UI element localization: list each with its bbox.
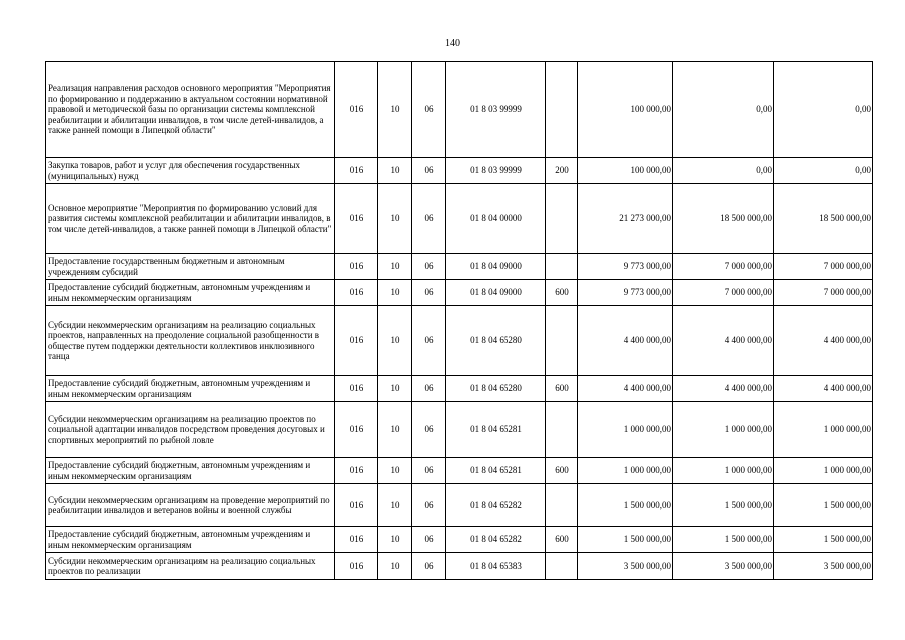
amount-year-2: 1 000 000,00 [673,458,774,484]
subsection-code: 06 [412,184,446,254]
ministry-code: 016 [335,306,378,376]
expense-type-code [546,184,578,254]
ministry-code: 016 [335,376,378,402]
table-row [46,254,873,280]
target-article-code: 01 8 04 65281 [446,402,546,458]
ministry-code: 016 [335,484,378,527]
table-row [46,553,873,580]
budget-item-name: Субсидии некоммерческим организациям на реализацию социальных проектов, направленных на преодоление социальной разобщенности в обществе путем поддержки деятельности коллективов инклюзивного танца [46,306,335,376]
budget-item-name: Предоставление субсидий бюджетным, автономным учреждениям и иным некоммерческим организациям [46,280,335,306]
table-row [46,458,873,484]
expense-type-code: 600 [546,458,578,484]
amount-year-3: 1 000 000,00 [774,458,873,484]
expense-type-code: 600 [546,527,578,553]
target-article-code: 01 8 04 65280 [446,306,546,376]
table-row [46,527,873,553]
amount-year-3: 1 500 000,00 [774,527,873,553]
expense-type-code [546,402,578,458]
budget-item-name: Реализация направления расходов основного мероприятия "Мероприятия по формированию и поддержанию в актуальном состоянии нормативной правовой и методической базы по организации системы комплексной реабилитации и абилитации инвалидов, в том числе детей-инвалидов, а также ранней помощи в Липецкой области" [46,62,335,158]
section-code: 10 [378,158,412,184]
subsection-code: 06 [412,484,446,527]
section-code: 10 [378,62,412,158]
target-article-code: 01 8 04 00000 [446,184,546,254]
subsection-code: 06 [412,527,446,553]
table-row [46,376,873,402]
page-number: 140 [445,38,460,49]
amount-year-2: 3 500 000,00 [673,553,774,580]
section-code: 10 [378,402,412,458]
ministry-code: 016 [335,458,378,484]
amount-year-1: 100 000,00 [578,62,673,158]
subsection-code: 06 [412,553,446,580]
amount-year-1: 3 500 000,00 [578,553,673,580]
expense-type-code [546,254,578,280]
table-row [46,62,873,158]
amount-year-3: 18 500 000,00 [774,184,873,254]
target-article-code: 01 8 04 65383 [446,553,546,580]
amount-year-2: 0,00 [673,62,774,158]
budget-item-name: Предоставление субсидий бюджетным, автономным учреждениям и иным некоммерческим организациям [46,527,335,553]
budget-item-name: Основное мероприятие "Мероприятия по формированию условий для развития системы комплексной реабилитации и абилитации инвалидов, в том числе детей-инвалидов, а также ранней помощи в Липецкой области" [46,184,335,254]
target-article-code: 01 8 04 65282 [446,484,546,527]
target-article-code: 01 8 04 09000 [446,254,546,280]
budget-item-name: Субсидии некоммерческим организациям на реализацию проектов по социальной адаптации инвалидов посредством проведения досуговых и спортивных мероприятий по рыбной ловле [46,402,335,458]
amount-year-1: 21 273 000,00 [578,184,673,254]
table-row [46,184,873,254]
ministry-code: 016 [335,254,378,280]
amount-year-1: 1 500 000,00 [578,527,673,553]
amount-year-3: 0,00 [774,158,873,184]
amount-year-2: 18 500 000,00 [673,184,774,254]
section-code: 10 [378,184,412,254]
expense-type-code [546,553,578,580]
expense-type-code [546,62,578,158]
subsection-code: 06 [412,254,446,280]
subsection-code: 06 [412,376,446,402]
section-code: 10 [378,458,412,484]
section-code: 10 [378,254,412,280]
budget-item-name: Предоставление субсидий бюджетным, автономным учреждениям и иным некоммерческим организациям [46,376,335,402]
amount-year-1: 1 000 000,00 [578,458,673,484]
amount-year-3: 0,00 [774,62,873,158]
subsection-code: 06 [412,458,446,484]
budget-item-name: Субсидии некоммерческим организациям на проведение мероприятий по реабилитации инвалидов и ветеранов войны и военной службы [46,484,335,527]
table-row [46,280,873,306]
budget-item-name: Предоставление государственным бюджетным и автономным учреждениям субсидий [46,254,335,280]
ministry-code: 016 [335,402,378,458]
table-row [46,402,873,458]
ministry-code: 016 [335,62,378,158]
target-article-code: 01 8 04 65281 [446,458,546,484]
amount-year-3: 7 000 000,00 [774,280,873,306]
section-code: 10 [378,553,412,580]
ministry-code: 016 [335,553,378,580]
table-row [46,484,873,527]
ministry-code: 016 [335,280,378,306]
budget-item-name: Предоставление субсидий бюджетным, автономным учреждениям и иным некоммерческим организациям [46,458,335,484]
target-article-code: 01 8 03 99999 [446,158,546,184]
target-article-code: 01 8 04 09000 [446,280,546,306]
amount-year-2: 0,00 [673,158,774,184]
budget-table [45,61,873,580]
subsection-code: 06 [412,280,446,306]
expense-type-code: 600 [546,376,578,402]
amount-year-1: 4 400 000,00 [578,376,673,402]
target-article-code: 01 8 04 65280 [446,376,546,402]
amount-year-1: 9 773 000,00 [578,280,673,306]
amount-year-3: 1 500 000,00 [774,484,873,527]
amount-year-3: 3 500 000,00 [774,553,873,580]
amount-year-2: 4 400 000,00 [673,376,774,402]
amount-year-3: 4 400 000,00 [774,376,873,402]
expense-type-code: 200 [546,158,578,184]
subsection-code: 06 [412,62,446,158]
ministry-code: 016 [335,184,378,254]
section-code: 10 [378,306,412,376]
table-row [46,306,873,376]
amount-year-3: 4 400 000,00 [774,306,873,376]
amount-year-2: 4 400 000,00 [673,306,774,376]
budget-item-name: Закупка товаров, работ и услуг для обеспечения государственных (муниципальных) нужд [46,158,335,184]
budget-item-name: Субсидии некоммерческим организациям на реализацию социальных проектов по реализации [46,553,335,580]
amount-year-2: 7 000 000,00 [673,254,774,280]
ministry-code: 016 [335,527,378,553]
ministry-code: 016 [335,158,378,184]
subsection-code: 06 [412,158,446,184]
expense-type-code [546,484,578,527]
section-code: 10 [378,376,412,402]
target-article-code: 01 8 03 99999 [446,62,546,158]
amount-year-1: 9 773 000,00 [578,254,673,280]
amount-year-2: 1 500 000,00 [673,527,774,553]
expense-type-code [546,306,578,376]
section-code: 10 [378,280,412,306]
amount-year-1: 100 000,00 [578,158,673,184]
amount-year-2: 7 000 000,00 [673,280,774,306]
expense-type-code: 600 [546,280,578,306]
amount-year-1: 1 500 000,00 [578,484,673,527]
amount-year-1: 4 400 000,00 [578,306,673,376]
table-row [46,158,873,184]
amount-year-3: 1 000 000,00 [774,402,873,458]
amount-year-3: 7 000 000,00 [774,254,873,280]
subsection-code: 06 [412,306,446,376]
section-code: 10 [378,527,412,553]
subsection-code: 06 [412,402,446,458]
amount-year-1: 1 000 000,00 [578,402,673,458]
amount-year-2: 1 500 000,00 [673,484,774,527]
amount-year-2: 1 000 000,00 [673,402,774,458]
section-code: 10 [378,484,412,527]
target-article-code: 01 8 04 65282 [446,527,546,553]
